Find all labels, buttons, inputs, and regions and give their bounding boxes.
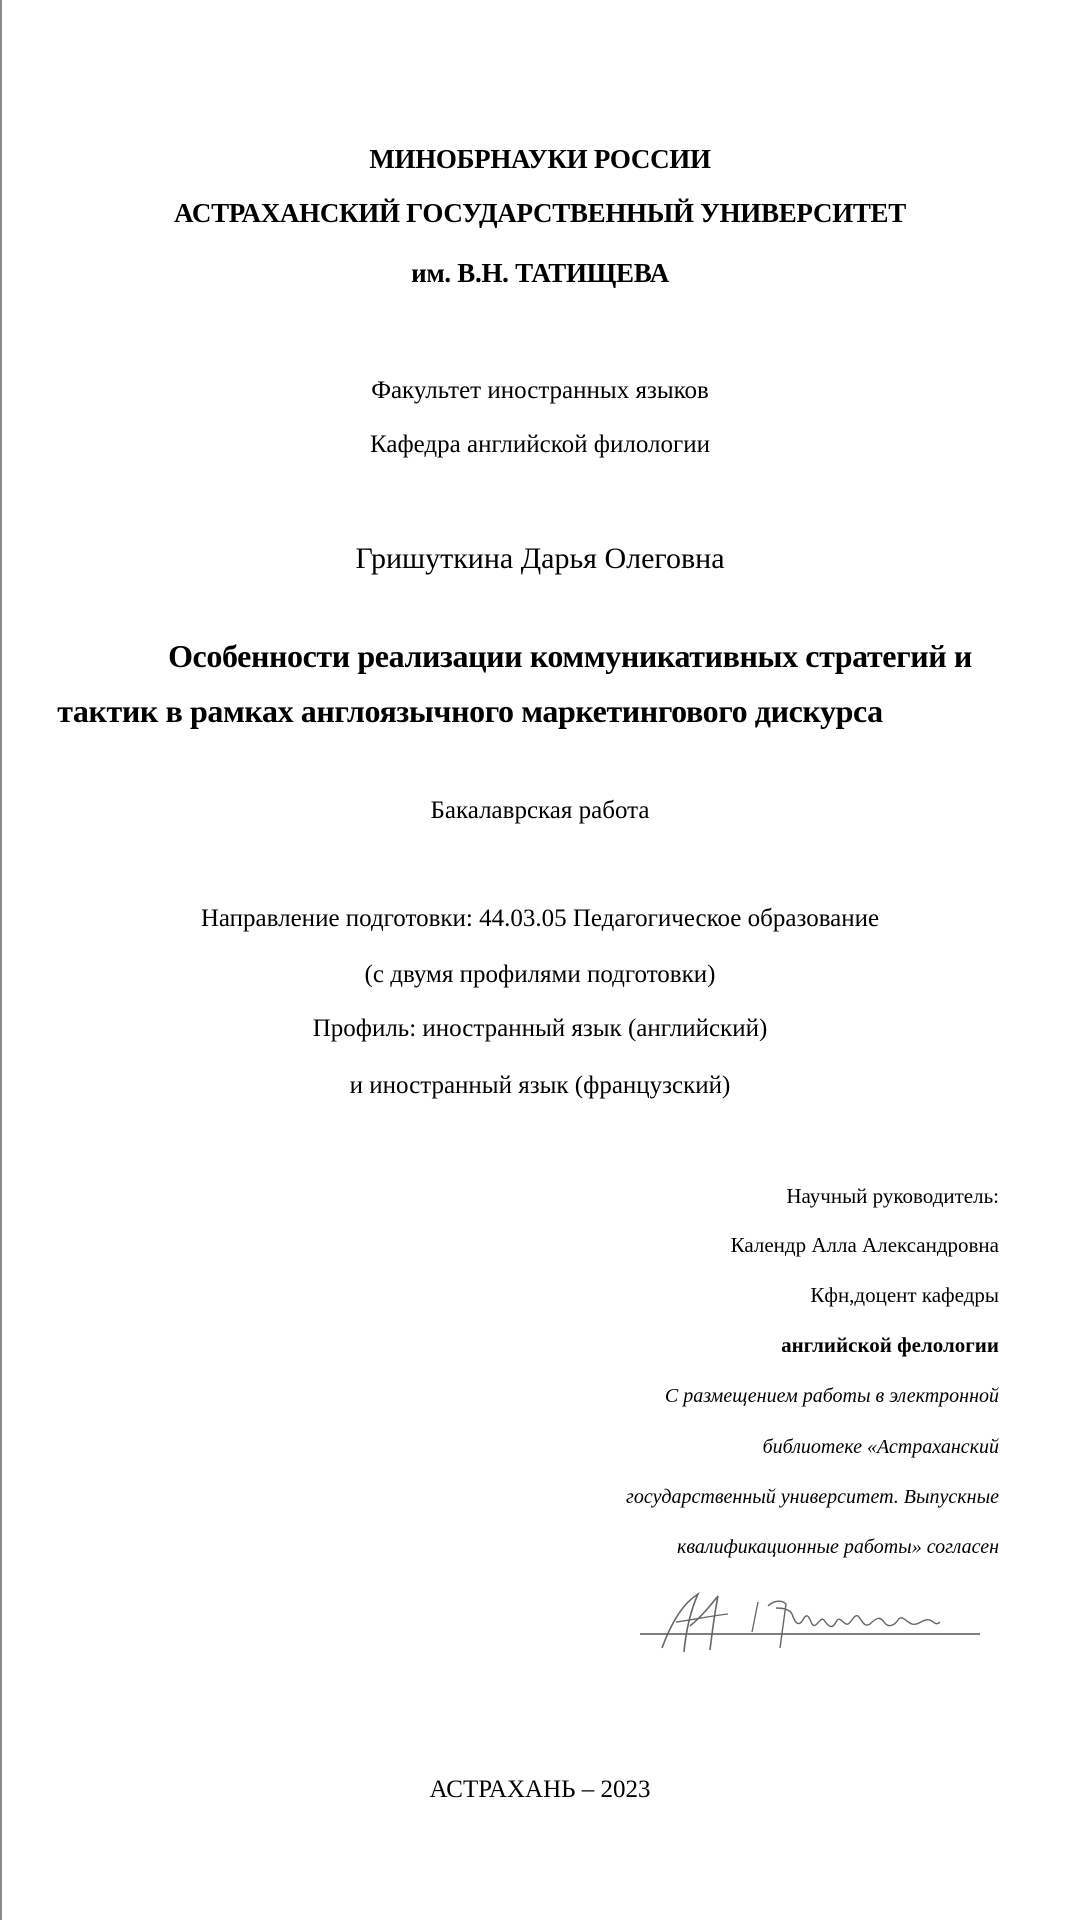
handwritten-signature	[640, 1586, 985, 1656]
author-name: Гришуткина Дарья Олеговна	[355, 542, 725, 575]
page-left-border	[0, 0, 2, 1920]
supervisor-name: Календр Алла Александровна	[730, 1233, 999, 1257]
consent-line-3: государственный университет. Выпускные	[626, 1486, 999, 1508]
thesis-title-line-2: тактик в рамках англоязычного маркетингового дискурса	[57, 693, 883, 729]
supervisor-position: Кфн,доцент кафедры	[810, 1283, 999, 1307]
city-year-footer: АСТРАХАНЬ – 2023	[429, 1776, 651, 1803]
department-line: Кафедра английской филологии	[370, 431, 710, 458]
program-line-1: Направление подготовки: 44.03.05 Педагогическое образование	[200, 905, 880, 932]
program-line-4: и иностранный язык (французский)	[349, 1072, 731, 1099]
thesis-title-line-1: Особенности реализации коммуникативных стратегий и	[168, 638, 972, 674]
supervisor-label: Научный руководитель:	[786, 1184, 999, 1208]
university-heading: АСТРАХАНСКИЙ ГОСУДАРСТВЕННЫЙ УНИВЕРСИТЕТ	[174, 198, 906, 228]
program-line-3: Профиль: иностранный язык (английский)	[312, 1015, 768, 1042]
consent-line-4: квалификационные работы» согласен	[676, 1536, 999, 1558]
ministry-heading: МИНОБРНАУКИ РОССИИ	[369, 144, 711, 174]
consent-line-1: С размещением работы в электронной	[664, 1385, 999, 1407]
work-type: Бакалаврская работа	[430, 797, 650, 824]
consent-line-2: библиотеке «Астраханский	[762, 1436, 999, 1458]
faculty-line: Факультет иностранных языков	[371, 377, 709, 404]
program-line-2: (с двумя профилями подготовки)	[364, 961, 716, 988]
supervisor-department: английской фелологии	[781, 1333, 999, 1357]
named-after-heading: им. В.Н. ТАТИЩЕВА	[411, 258, 669, 288]
